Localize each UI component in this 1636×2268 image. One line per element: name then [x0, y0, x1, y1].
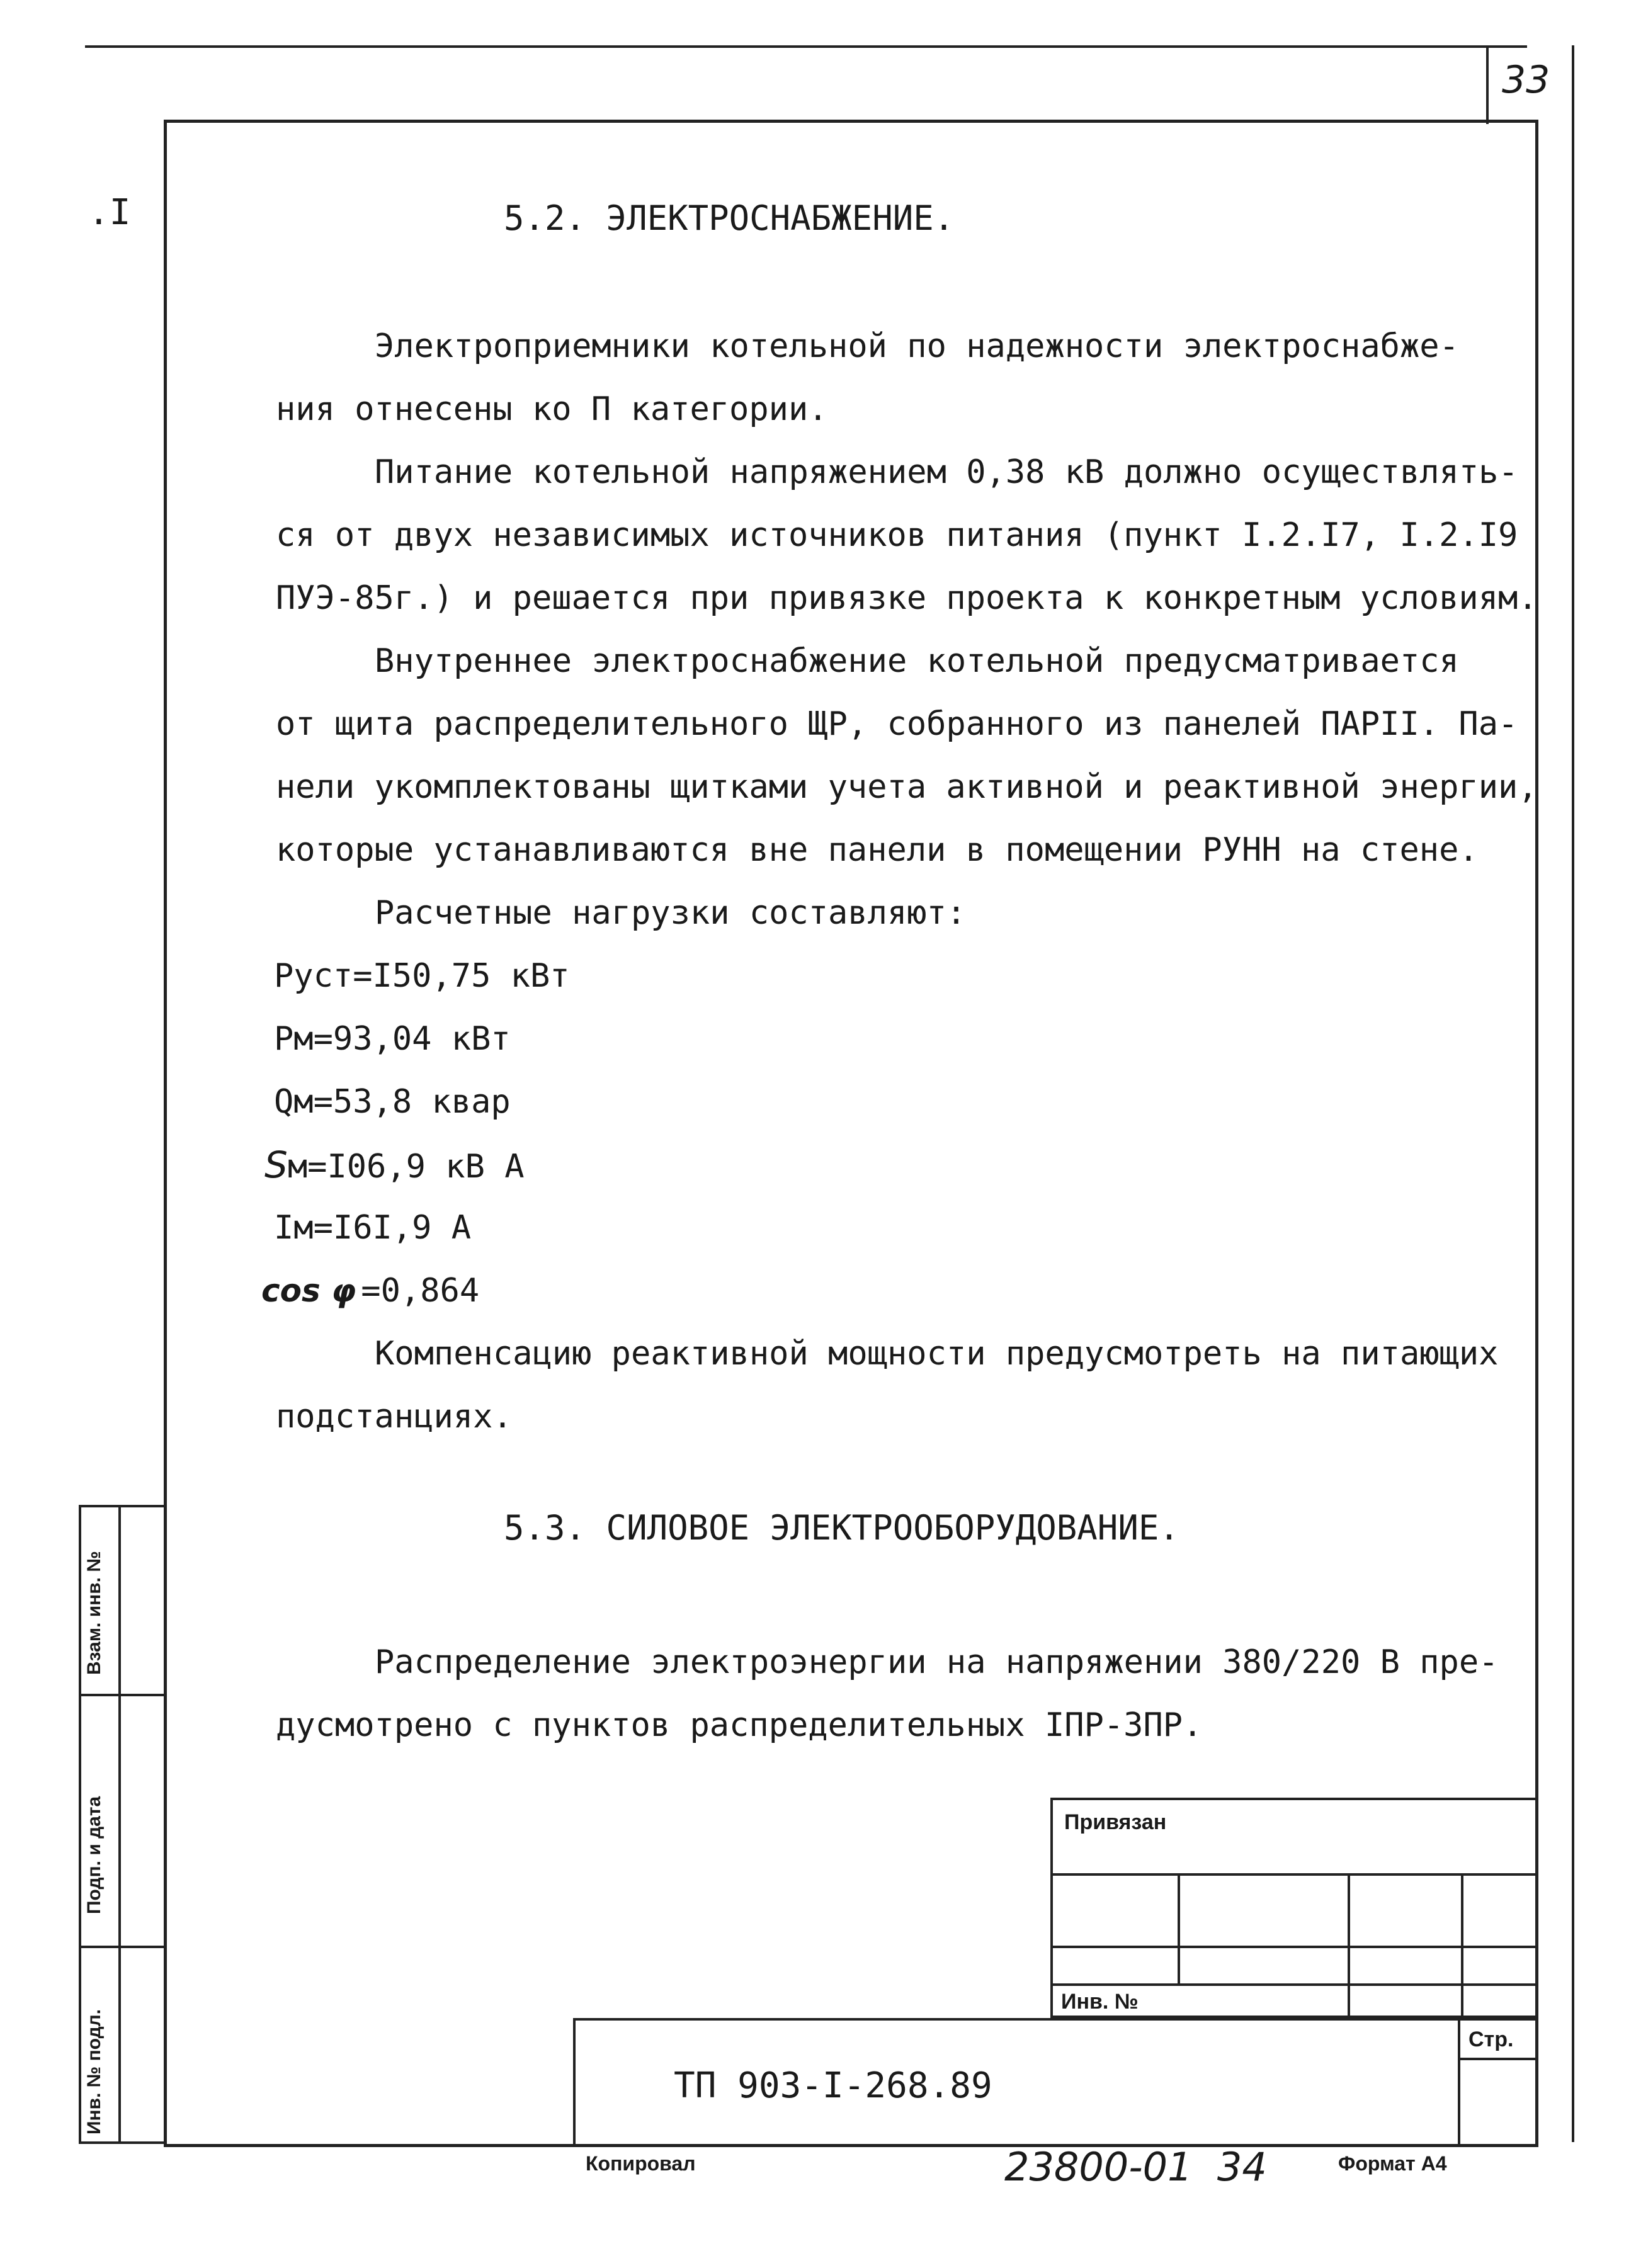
cos-phi-symbol: cos φ: [261, 1273, 356, 1309]
paragraph-line: Расчетные нагрузки составляют:: [375, 894, 967, 932]
paragraph-line: которые устанавливаются вне панели в помещении РУНН на стене.: [276, 831, 1479, 869]
s-symbol: S: [264, 1143, 288, 1186]
paragraph-line: Внутреннее электроснабжение котельной предусматривается: [375, 642, 1459, 680]
side-label-inv: Инв. № подл.: [84, 2009, 105, 2135]
load-i-m: Iм=I6I,9 А: [274, 1209, 472, 1247]
page-number: 33: [1502, 58, 1550, 102]
grid-row: [1050, 1983, 1538, 1986]
grid-row: [1050, 1946, 1538, 1948]
grid-row: [1050, 1873, 1538, 1876]
format-label: Формат А4: [1338, 2152, 1447, 2175]
load-p-ust: Руст=I50,75 кВт: [274, 957, 570, 995]
str-row: [1458, 2058, 1538, 2060]
grid-col: [1178, 1873, 1180, 1983]
page-number-box-right: [1572, 45, 1574, 2142]
paragraph-line: Распределение электроэнергии на напряжении 380/220 В пре-: [375, 1643, 1499, 1681]
paragraph-line: дусмотрено с пунктов распределительных IПР-3ПР.: [276, 1706, 1203, 1744]
section-5-3-title: 5.3. СИЛОВОЕ ЭЛЕКТРООБОРУДОВАНИЕ.: [504, 1508, 1179, 1548]
load-s-m: [264, 1133, 525, 1199]
paragraph-line: ся от двух независимых источников питания (пункт I.2.I7, I.2.I9: [276, 516, 1518, 554]
side-label-podp: Подп. и дата: [84, 1796, 105, 1914]
paragraph-line: ния отнесены ко П категории.: [276, 390, 828, 428]
section-5-2-title: 5.2. ЭЛЕКТРОСНАБЖЕНИЕ.: [504, 198, 955, 238]
margin-mark: .I: [88, 192, 131, 233]
side-label-vzam: Взам. инв. №: [84, 1551, 105, 1675]
page-number-box-left: [1486, 45, 1489, 124]
load-p-m: Рм=93,04 кВт: [274, 1020, 511, 1058]
paragraph-line: ПУЭ-85г.) и решается при привязке проекта к конкретным условиям.: [276, 579, 1538, 617]
kopiroval-label: Копировал: [586, 2152, 696, 2175]
cos-phi-value: =0,864: [361, 1272, 480, 1310]
side-stamp-row-1: [79, 1694, 167, 1696]
handwritten-code: 23800-01 34: [1004, 2144, 1267, 2190]
inv-no-label: Инв. №: [1061, 1990, 1139, 2014]
side-stamp-divider: [118, 1505, 121, 2144]
paragraph-line: Электроприемники котельной по надежности электроснабже-: [375, 327, 1459, 365]
doc-code: ТП 903-I-268.89: [674, 2065, 992, 2106]
top-rule: [85, 45, 1527, 48]
s-value: м=I06,9 кВ А: [287, 1148, 525, 1186]
load-cos-phi: [261, 1259, 479, 1323]
paragraph-line: Компенсацию реактивной мощности предусмотреть на питающих: [375, 1335, 1499, 1373]
paragraph-line: нели укомплектованы щитками учета активной и реактивной энергии,: [276, 768, 1538, 806]
paragraph-line: от щита распределительного ЩР, собранного из панелей ПАРII. Па-: [276, 705, 1518, 743]
grid-col: [1348, 1873, 1350, 2018]
str-label: Стр.: [1468, 2027, 1514, 2051]
privyazan-label: Привязан: [1064, 1810, 1167, 1834]
paragraph-line: подстанциях.: [276, 1398, 513, 1436]
side-stamp-row-2: [79, 1946, 167, 1948]
grid-col: [1461, 1873, 1463, 2018]
load-q-m: Qм=53,8 квар: [274, 1083, 511, 1121]
str-col: [1458, 2018, 1460, 2147]
paragraph-line: Питание котельной напряжением 0,38 кВ должно осуществлять-: [375, 453, 1518, 491]
